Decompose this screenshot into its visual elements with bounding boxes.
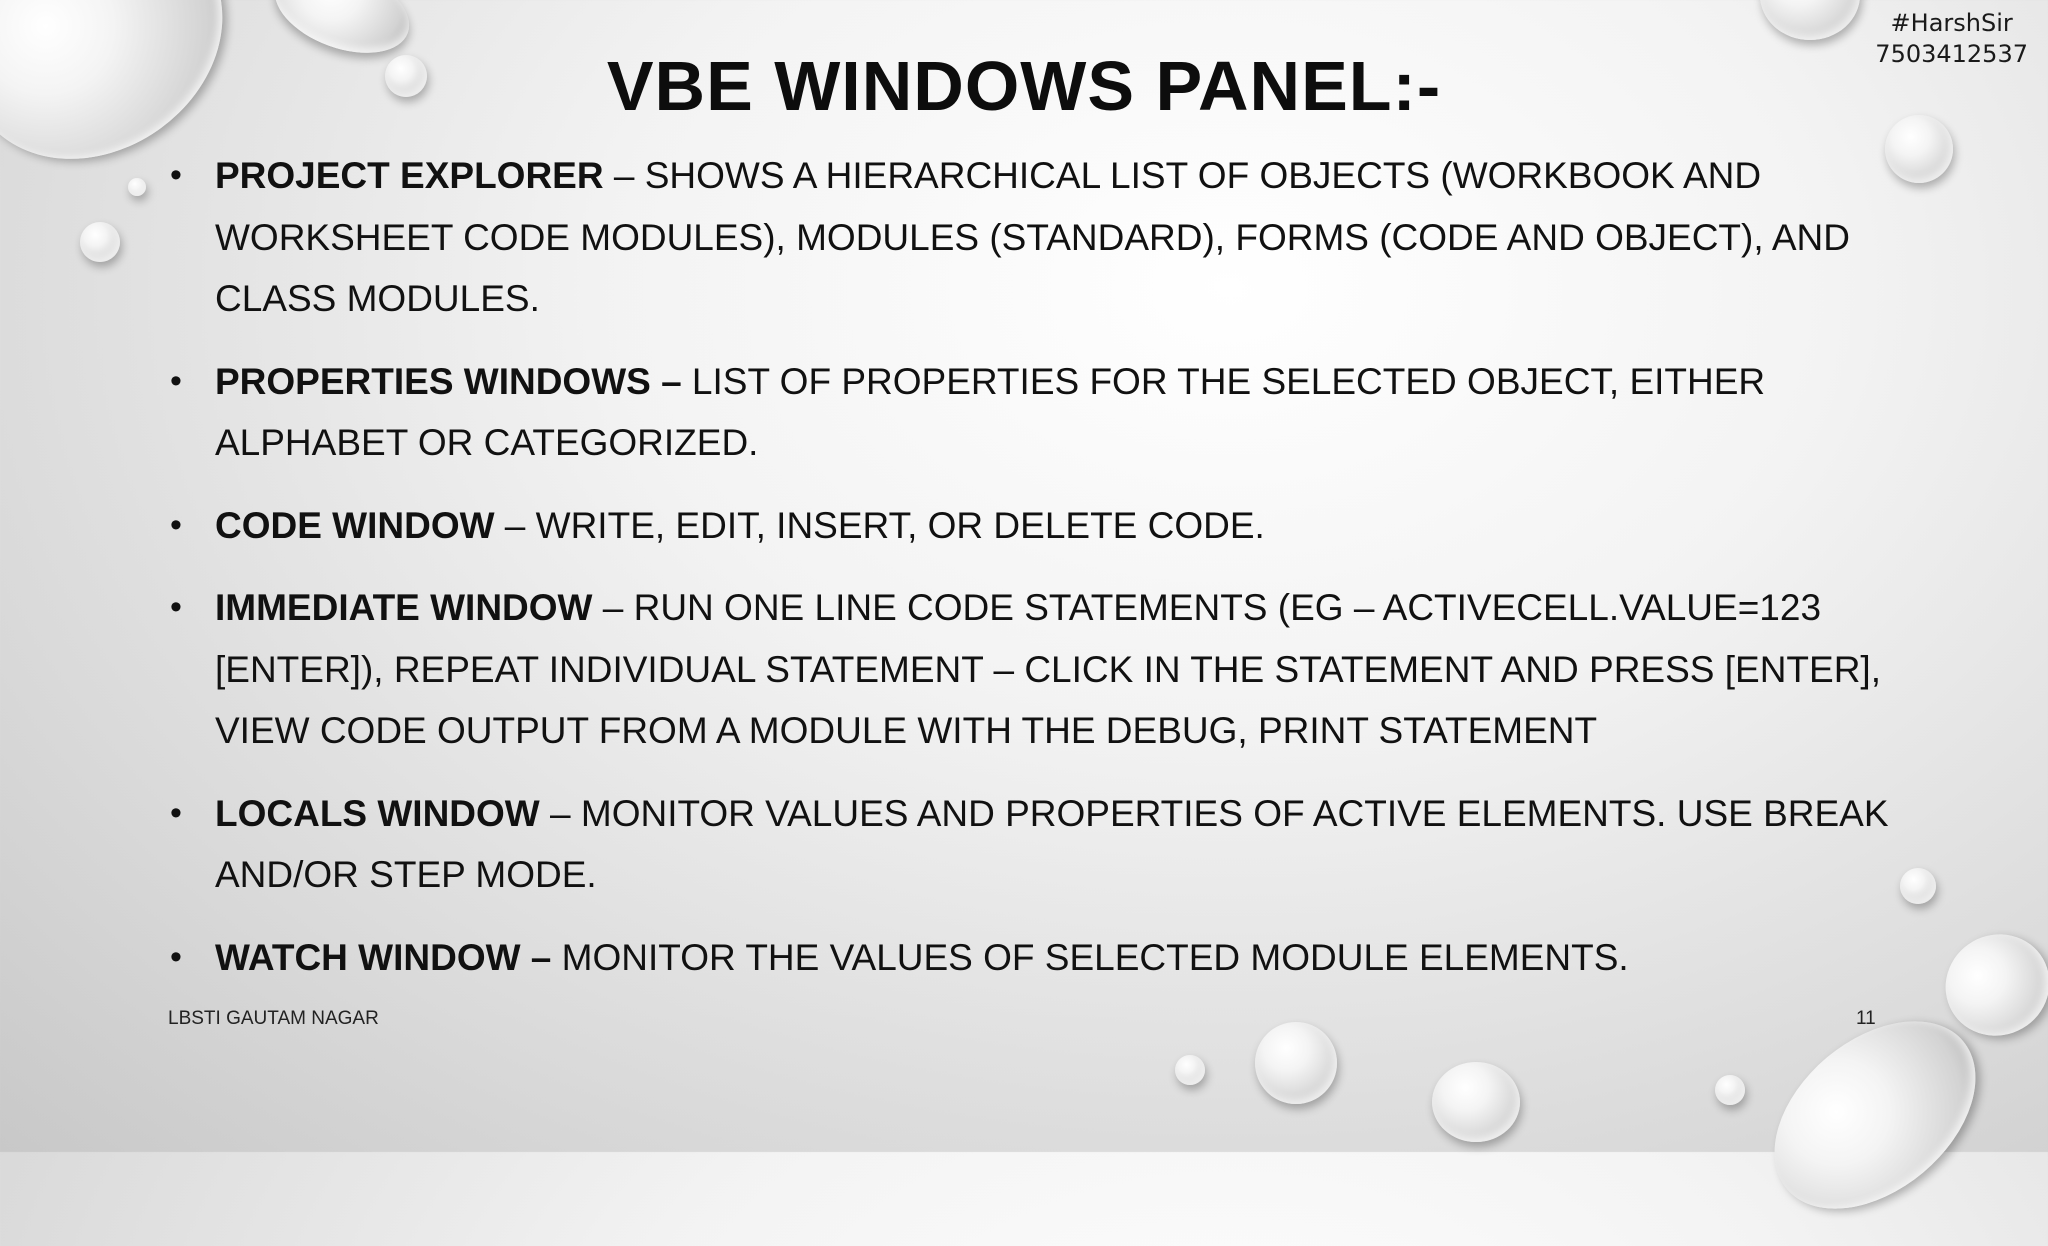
watermark-phone: 7503412537 [1875, 40, 2028, 68]
list-item [170, 495, 1960, 557]
list-item-text: – MONITOR VALUES AND PROPERTIES OF ACTIVE ELEMENTS. USE BREAK AND/OR STEP MODE. [215, 792, 1889, 895]
bullet-icon: • [170, 156, 182, 194]
list-item-term: PROPERTIES WINDOWS – [215, 360, 682, 402]
list-item-term: WATCH WINDOW – [215, 936, 552, 978]
bullet-icon: • [170, 793, 182, 832]
list-item-text: LIST OF PROPERTIES FOR THE SELECTED OBJECT, EITHER ALPHABET OR CATEGORIZED. [215, 360, 1766, 463]
slide-title: VBE WINDOWS PANEL:- [606, 47, 1442, 125]
list-item [170, 577, 1960, 762]
bullet-icon: • [170, 505, 182, 544]
water-drop-decoration [1255, 1022, 1337, 1104]
list-item-term: IMMEDIATE WINDOW [215, 587, 593, 628]
list-item [170, 145, 1960, 330]
watermark-tag: #HarshSir [1890, 9, 2013, 37]
water-drop-decoration [1432, 1062, 1520, 1142]
footer-institute: LBSTI GAUTAM NAGAR [168, 1008, 379, 1029]
bullet-icon: • [170, 937, 182, 976]
list-item [170, 927, 1960, 989]
list-item-term: CODE WINDOW [215, 504, 495, 546]
water-drop-decoration [80, 222, 120, 262]
list-item-term: PROJECT EXPLORER [215, 155, 604, 196]
water-drop-decoration [1175, 1055, 1205, 1085]
water-drop-decoration [1715, 1075, 1745, 1105]
page-number: 11 [1856, 1008, 1876, 1029]
list-item-term: LOCALS WINDOW [215, 792, 540, 834]
water-drop-decoration [1760, 0, 1860, 40]
list-item [170, 783, 1960, 906]
list-item-text: – SHOWS A HIERARCHICAL LIST OF OBJECTS (WORKBOOK AND WORKSHEET CODE MODULES), MODULES (STANDARD), FORMS (CODE AND OBJECT), AND CLASS MODULES. [215, 155, 1850, 319]
list-item-text: – WRITE, EDIT, INSERT, OR DELETE CODE. [494, 504, 1265, 546]
bullet-list [170, 145, 1960, 1009]
list-item [170, 351, 1960, 474]
list-item-text: MONITOR THE VALUES OF SELECTED MODULE ELEMENTS. [551, 936, 1629, 978]
list-item-text: – RUN ONE LINE CODE STATEMENTS (EG – ACTIVECELL.VALUE=123 [ENTER]), REPEAT INDIVIDUAL STATEMENT – CLICK IN THE STATEMENT AND PRESS [ENTER], VIEW CODE OUTPUT FROM A MODULE WITH THE DEBUG, PRINT STATEMENT [215, 587, 1881, 751]
water-drop-decoration [128, 178, 146, 196]
bullet-icon: • [170, 361, 182, 400]
bullet-icon: • [170, 588, 182, 626]
